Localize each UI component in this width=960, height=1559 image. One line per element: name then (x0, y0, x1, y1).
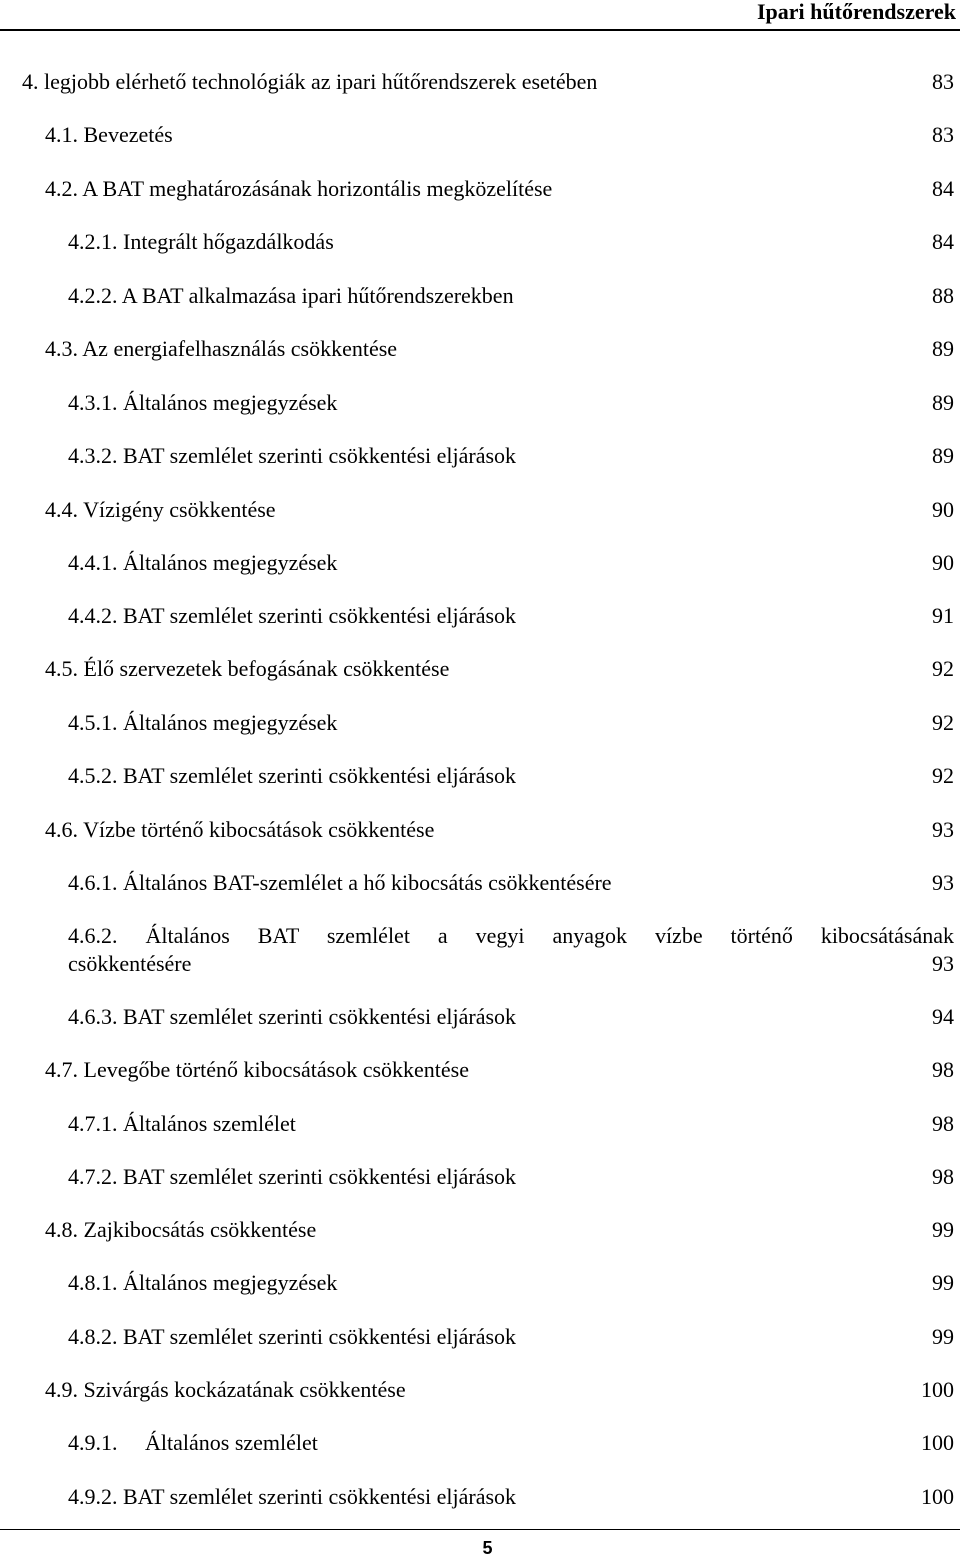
toc-entry-page: 92 (932, 710, 954, 735)
toc-entry-page: 100 (921, 1377, 954, 1402)
toc-entry-page: 93 (932, 951, 954, 976)
toc-entry-title: 4.1. Bevezetés (45, 122, 173, 147)
toc-entry-title: 4.4.1. Általános megjegyzések (68, 550, 338, 575)
toc-entry-page: 89 (932, 336, 954, 361)
toc-entry-page: 90 (932, 550, 954, 575)
toc-entry-page: 100 (921, 1430, 954, 1455)
toc-entry-title: 4.3. Az energiafelhasználás csökkentése (45, 336, 398, 361)
page-header (0, 0, 960, 33)
toc-entry-page: 98 (932, 1057, 954, 1082)
toc-entry-page: 92 (932, 656, 954, 681)
toc-entry-page: 84 (932, 176, 954, 201)
toc-entry-page: 83 (932, 69, 954, 94)
toc-entry-title: 4.2.2. A BAT alkalmazása ipari hűtőrendszerekben (68, 283, 514, 308)
toc-entry-title: 4.8.2. BAT szemlélet szerinti csökkentési eljárások (68, 1324, 517, 1349)
toc-entry-4-6-2[interactable] (68, 923, 954, 979)
toc-entry-page: 89 (932, 443, 954, 468)
toc-entry-page: 99 (932, 1270, 954, 1295)
document-title: Ipari hűtőrendszerek (756, 0, 956, 24)
toc-entry-page: 93 (932, 817, 954, 842)
toc-entry-page: 89 (932, 390, 954, 415)
toc-entry-page: 94 (932, 1004, 954, 1029)
toc-entry-title: 4.7.2. BAT szemlélet szerinti csökkentési eljárások (68, 1164, 517, 1189)
toc-entry-title: 4. legjobb elérhető technológiák az ipari hűtőrendszerek esetében (22, 69, 598, 94)
toc-entry-page: 91 (932, 603, 954, 628)
toc-entry-page: 92 (932, 763, 954, 788)
toc-entry-title: 4.6.1. Általános BAT-szemlélet a hő kibocsátás csökkentésére (68, 870, 612, 895)
toc-entry-page: 98 (932, 1164, 954, 1189)
toc-entry-title: 4.6.3. BAT szemlélet szerinti csökkentési eljárások (68, 1004, 517, 1029)
toc-entry-title: 4.9.1. Általános szemlélet (68, 1430, 318, 1455)
toc-entry-page: 88 (932, 283, 954, 308)
toc-entry-title: 4.7.1. Általános szemlélet (68, 1111, 296, 1136)
toc-entry-title-line-1: 4.6.2. Általános BAT szemlélet a vegyi anyagok vízbe történő kibocsátásának (68, 923, 954, 948)
header-divider (0, 29, 960, 31)
toc-entry-title-line-2: csökkentésére (68, 951, 192, 976)
toc-entry-title: 4.5. Élő szervezetek befogásának csökkentése (45, 656, 450, 681)
page-number: 5 (482, 1538, 493, 1558)
toc-entry-title: 4.6. Vízbe történő kibocsátások csökkentése (45, 817, 435, 842)
toc-entry-title: 4.8.1. Általános megjegyzések (68, 1270, 338, 1295)
toc-entry-title: 4.3.2. BAT szemlélet szerinti csökkentési eljárások (68, 443, 517, 468)
toc-entry-page: 99 (932, 1324, 954, 1349)
toc-entry-title: 4.3.1. Általános megjegyzések (68, 390, 338, 415)
toc-entry-title: 4.5.1. Általános megjegyzések (68, 710, 338, 735)
toc-entry-title: 4.4.2. BAT szemlélet szerinti csökkentési eljárások (68, 603, 517, 628)
toc-entry-page: 90 (932, 497, 954, 522)
toc-entry-title: 4.8. Zajkibocsátás csökkentése (45, 1217, 317, 1242)
toc-entry-title: 4.9.2. BAT szemlélet szerinti csökkentési eljárások (68, 1484, 517, 1509)
toc-entry-page: 83 (932, 122, 954, 147)
toc-entry-page: 98 (932, 1111, 954, 1136)
toc-entry-page: 84 (932, 229, 954, 254)
toc-entry-title: 4.7. Levegőbe történő kibocsátások csökkentése (45, 1057, 469, 1082)
toc-entry-page: 93 (932, 870, 954, 895)
toc-entry-title: 4.4. Vízigény csökkentése (45, 497, 276, 522)
toc-entry-page: 99 (932, 1217, 954, 1242)
toc-entry-title: 4.2. A BAT meghatározásának horizontális megközelítése (45, 176, 553, 201)
toc-entry-title: 4.5.2. BAT szemlélet szerinti csökkentési eljárások (68, 763, 517, 788)
toc-entry-title: 4.2.1. Integrált hőgazdálkodás (68, 229, 334, 254)
footer-divider (0, 1529, 960, 1530)
toc-entry-page: 100 (921, 1484, 954, 1509)
toc-entry-title: 4.9. Szivárgás kockázatának csökkentése (45, 1377, 406, 1402)
